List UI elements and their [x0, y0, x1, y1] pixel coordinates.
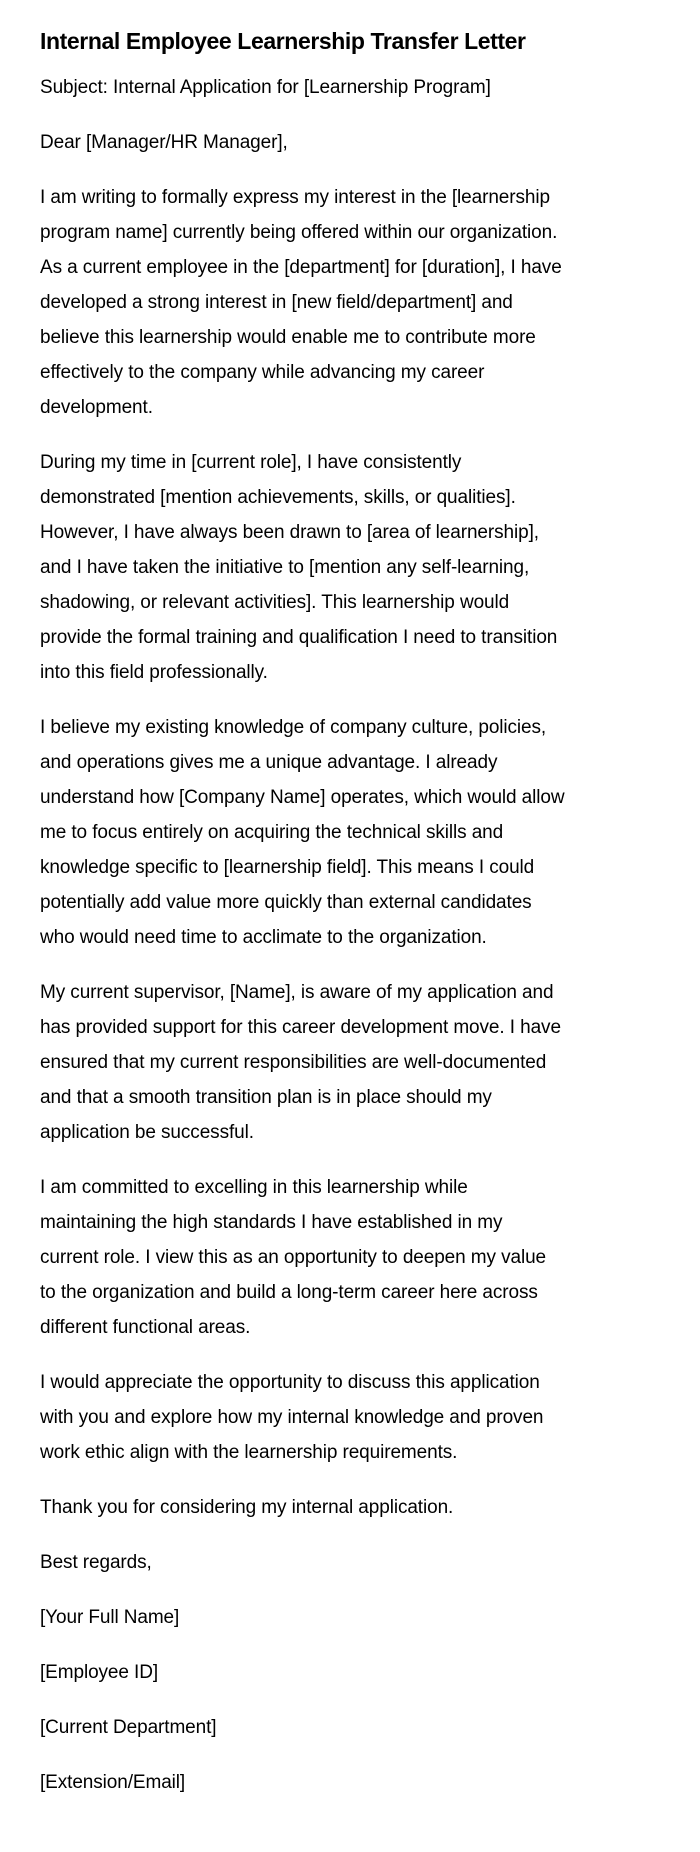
paragraph-line: and I have taken the initiative to [mention any self-learning,	[40, 557, 530, 578]
paragraph-line: believe this learnership would enable me to contribute more	[40, 327, 536, 348]
paragraph-line: development.	[40, 397, 153, 418]
body-paragraph-discussion	[40, 1365, 660, 1470]
paragraph-line: into this field professionally.	[40, 662, 268, 683]
paragraph-line: effectively to the company while advancing my career	[40, 362, 485, 383]
signature-department: [Current Department]	[40, 1717, 217, 1738]
paragraph-line: I would appreciate the opportunity to discuss this application	[40, 1372, 540, 1393]
paragraph-line: I believe my existing knowledge of company culture, policies,	[40, 717, 547, 738]
signature-full-name: [Your Full Name]	[40, 1607, 180, 1628]
paragraph-line: work ethic align with the learnership requirements.	[40, 1442, 458, 1463]
paragraph-line: maintaining the high standards I have established in my	[40, 1212, 503, 1233]
paragraph-line: who would need time to acclimate to the organization.	[40, 927, 487, 948]
body-paragraph-experience	[40, 445, 660, 690]
paragraph-line: program name] currently being offered within our organization.	[40, 222, 558, 243]
body-paragraph-commitment	[40, 1170, 660, 1345]
paragraph-line: current role. I view this as an opportunity to deepen my value	[40, 1247, 547, 1268]
closing-thanks: Thank you for considering my internal application.	[40, 1497, 454, 1518]
paragraph-line: During my time in [current role], I have consistently	[40, 452, 462, 473]
sign-off: Best regards,	[40, 1552, 152, 1573]
paragraph-line: My current supervisor, [Name], is aware of my application and	[40, 982, 554, 1003]
paragraph-line: shadowing, or relevant activities]. This learnership would	[40, 592, 510, 613]
salutation: Dear [Manager/HR Manager],	[40, 132, 288, 153]
paragraph-line: has provided support for this career development move. I have	[40, 1017, 561, 1038]
paragraph-line: I am writing to formally express my interest in the [learnership	[40, 187, 550, 208]
paragraph-line: and that a smooth transition plan is in place should my	[40, 1087, 492, 1108]
paragraph-line: provide the formal training and qualification I need to transition	[40, 627, 558, 648]
paragraph-line: potentially add value more quickly than external candidates	[40, 892, 532, 913]
paragraph-line: different functional areas.	[40, 1317, 251, 1338]
signature-contact: [Extension/Email]	[40, 1772, 186, 1793]
paragraph-line: ensured that my current responsibilities are well-documented	[40, 1052, 547, 1073]
paragraph-line: knowledge specific to [learnership field]. This means I could	[40, 857, 535, 878]
paragraph-line: understand how [Company Name] operates, which would allow	[40, 787, 565, 808]
paragraph-line: As a current employee in the [department] for [duration], I have	[40, 257, 562, 278]
subject-line: Subject: Internal Application for [Learnership Program]	[40, 77, 491, 98]
letter-title: Internal Employee Learnership Transfer Letter	[40, 28, 526, 54]
signature-employee-id: [Employee ID]	[40, 1662, 159, 1683]
paragraph-line: demonstrated [mention achievements, skills, or qualities].	[40, 487, 516, 508]
body-paragraph-advantage	[40, 710, 660, 955]
paragraph-line: to the organization and build a long-term career here across	[40, 1282, 538, 1303]
body-paragraph-supervisor	[40, 975, 660, 1150]
paragraph-line: and operations gives me a unique advantage. I already	[40, 752, 498, 773]
paragraph-line: I am committed to excelling in this learnership while	[40, 1177, 468, 1198]
body-paragraph-intro	[40, 180, 660, 425]
paragraph-line: However, I have always been drawn to [area of learnership],	[40, 522, 539, 543]
paragraph-line: me to focus entirely on acquiring the technical skills and	[40, 822, 504, 843]
paragraph-line: developed a strong interest in [new field/department] and	[40, 292, 513, 313]
paragraph-line: with you and explore how my internal knowledge and proven	[40, 1407, 544, 1428]
paragraph-line: application be successful.	[40, 1122, 254, 1143]
